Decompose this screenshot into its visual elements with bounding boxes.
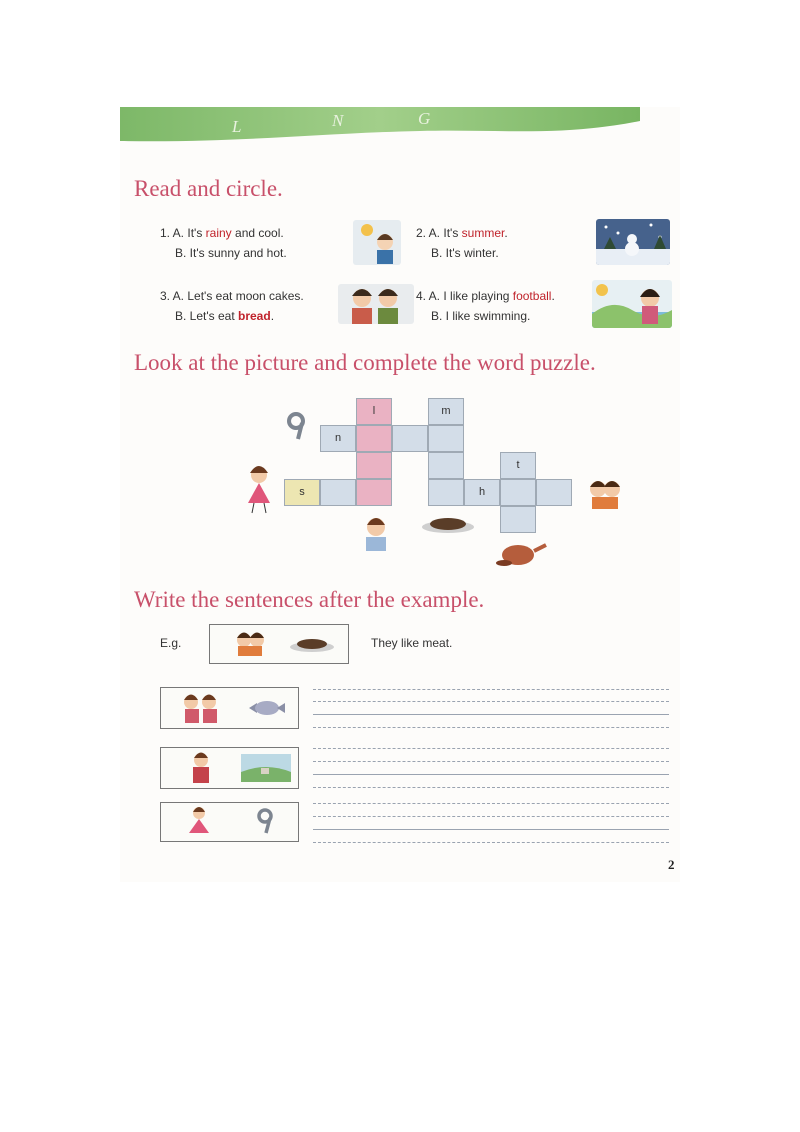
- puzzle-cell[interactable]: [356, 479, 392, 506]
- page-number: 2: [668, 857, 675, 872]
- snowman-picture: [596, 219, 670, 265]
- banner-letter: N: [332, 111, 344, 130]
- section-title-word-puzzle: Look at the picture and complete the word puzzle.: [134, 350, 596, 375]
- puzzle-cell[interactable]: [428, 479, 464, 506]
- question-3-option-a[interactable]: 3. A. Let's eat moon cakes.: [160, 289, 304, 303]
- boy-picture: [356, 515, 396, 553]
- top-banner: [120, 107, 640, 145]
- question-2-option-a[interactable]: 2. A. It's summer.: [416, 226, 508, 240]
- picture-box-1: [160, 687, 299, 729]
- question-3: [160, 286, 304, 326]
- question-3-option-b[interactable]: B. Let's eat bread.: [175, 309, 275, 323]
- example-sentence: They like meat.: [371, 636, 453, 650]
- rainy-boy-picture: [353, 220, 401, 265]
- puzzle-cell[interactable]: s: [284, 479, 320, 506]
- puzzle-cell[interactable]: [356, 452, 392, 479]
- question-2-option-b[interactable]: B. It's winter.: [431, 246, 499, 260]
- picture-box-3: [160, 802, 299, 842]
- teapot-picture: [492, 535, 548, 567]
- question-1-option-b[interactable]: B. It's sunny and hot.: [175, 246, 287, 260]
- banner-graphic: [120, 107, 640, 145]
- puzzle-cell[interactable]: [428, 452, 464, 479]
- puzzle-cell[interactable]: [392, 425, 428, 452]
- question-4-option-b[interactable]: B. I like swimming.: [431, 309, 531, 323]
- question-4-option-a[interactable]: 4. A. I like playing football.: [416, 289, 555, 303]
- example-picture-box: [209, 624, 349, 664]
- section-title-write-sentences: Write the sentences after the example.: [134, 587, 485, 612]
- section-title-read-circle: Read and circle.: [134, 176, 283, 201]
- banner-letter: L: [232, 117, 242, 136]
- puzzle-cell[interactable]: n: [320, 425, 356, 452]
- question-4: [416, 286, 555, 326]
- puzzle-cell[interactable]: [536, 479, 572, 506]
- puzzle-cell[interactable]: [500, 479, 536, 506]
- number-nine-picture: [284, 411, 310, 441]
- question-1: [160, 223, 287, 263]
- swimming-picture: [592, 280, 672, 328]
- puzzle-cell[interactable]: [500, 506, 536, 533]
- banner-letter: G: [418, 109, 431, 128]
- puzzle-cell[interactable]: m: [428, 398, 464, 425]
- girl-dancing-picture: [238, 463, 280, 515]
- puzzle-cell[interactable]: h: [464, 479, 500, 506]
- puzzle-cell[interactable]: [428, 425, 464, 452]
- puzzle-cell[interactable]: l: [356, 398, 392, 425]
- meat-plate-picture: [420, 515, 476, 535]
- workbook-page: [120, 107, 680, 882]
- kids-eating-picture: [584, 477, 624, 511]
- eating-picture: [338, 284, 414, 324]
- puzzle-cell[interactable]: t: [500, 452, 536, 479]
- picture-box-2: [160, 747, 299, 789]
- question-2: [416, 223, 508, 263]
- puzzle-cell[interactable]: [356, 425, 392, 452]
- question-1-option-a[interactable]: 1. A. It's rainy and cool.: [160, 226, 284, 240]
- example-label: E.g.: [160, 636, 182, 650]
- puzzle-cell[interactable]: [320, 479, 356, 506]
